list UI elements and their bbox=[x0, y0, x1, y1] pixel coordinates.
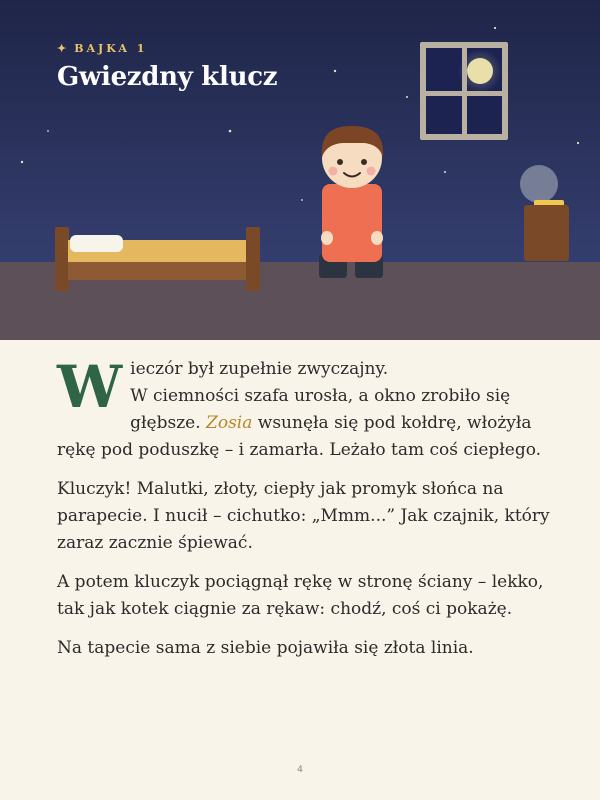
bed-frame bbox=[68, 262, 246, 280]
story-line: W ciemności szafa urosła, a okno zrobiło się bbox=[130, 386, 511, 406]
story-paragraph bbox=[57, 353, 557, 464]
bed-headboard bbox=[55, 227, 69, 291]
story-title: Gwiezdny klucz bbox=[57, 62, 278, 92]
star-icon bbox=[577, 142, 579, 144]
chapter-label bbox=[57, 42, 147, 55]
story-opening: ieczór był zupełnie zwyczajny. bbox=[130, 359, 389, 379]
child-figure bbox=[319, 126, 383, 278]
character-name: Zosia bbox=[206, 413, 253, 433]
bed-footboard bbox=[246, 227, 260, 291]
story-line: głębsze. bbox=[130, 413, 207, 433]
star-icon bbox=[301, 199, 303, 201]
window bbox=[420, 42, 508, 140]
page-number: 4 bbox=[297, 765, 303, 775]
star-icon bbox=[334, 70, 336, 72]
story-text bbox=[57, 353, 557, 674]
story-paragraph: Kluczyk! Malutki, złoty, ciepły jak promyk słońca na parapecie. I nucił – cichutko: „Mmm...” Jak czajnik, który zaraz zacznie śpiewać. bbox=[57, 479, 550, 553]
lamp-glow bbox=[520, 165, 558, 203]
sparkle-icon: ✦ bbox=[57, 42, 67, 55]
bedroom-illustration bbox=[0, 0, 600, 340]
pillow bbox=[70, 235, 123, 252]
star-icon bbox=[21, 161, 23, 163]
chapter-label-text: BAJKA 1 bbox=[74, 42, 148, 55]
star-icon bbox=[229, 130, 232, 133]
story-line: wsunęła się pod kołdrę, włożyła rękę pod poduszkę – i zamarła. Leżało tam coś ciepłego. bbox=[57, 413, 542, 460]
story-paragraph: Na tapecie sama z siebie pojawiła się złota linia. bbox=[57, 638, 474, 658]
drop-cap: W bbox=[57, 353, 123, 421]
star-icon bbox=[406, 96, 408, 98]
story-paragraph: A potem kluczyk pociągnął rękę w stronę ściany – lekko, tak jak kotek ciągnie za rękaw: chodź, coś ci pokażę. bbox=[57, 572, 544, 619]
star-icon bbox=[494, 27, 496, 29]
child-sweater bbox=[322, 184, 382, 262]
night-sky bbox=[0, 0, 600, 262]
star-icon bbox=[444, 171, 446, 173]
moon-icon bbox=[467, 58, 493, 84]
nightstand bbox=[524, 205, 569, 261]
star-icon bbox=[47, 130, 49, 132]
